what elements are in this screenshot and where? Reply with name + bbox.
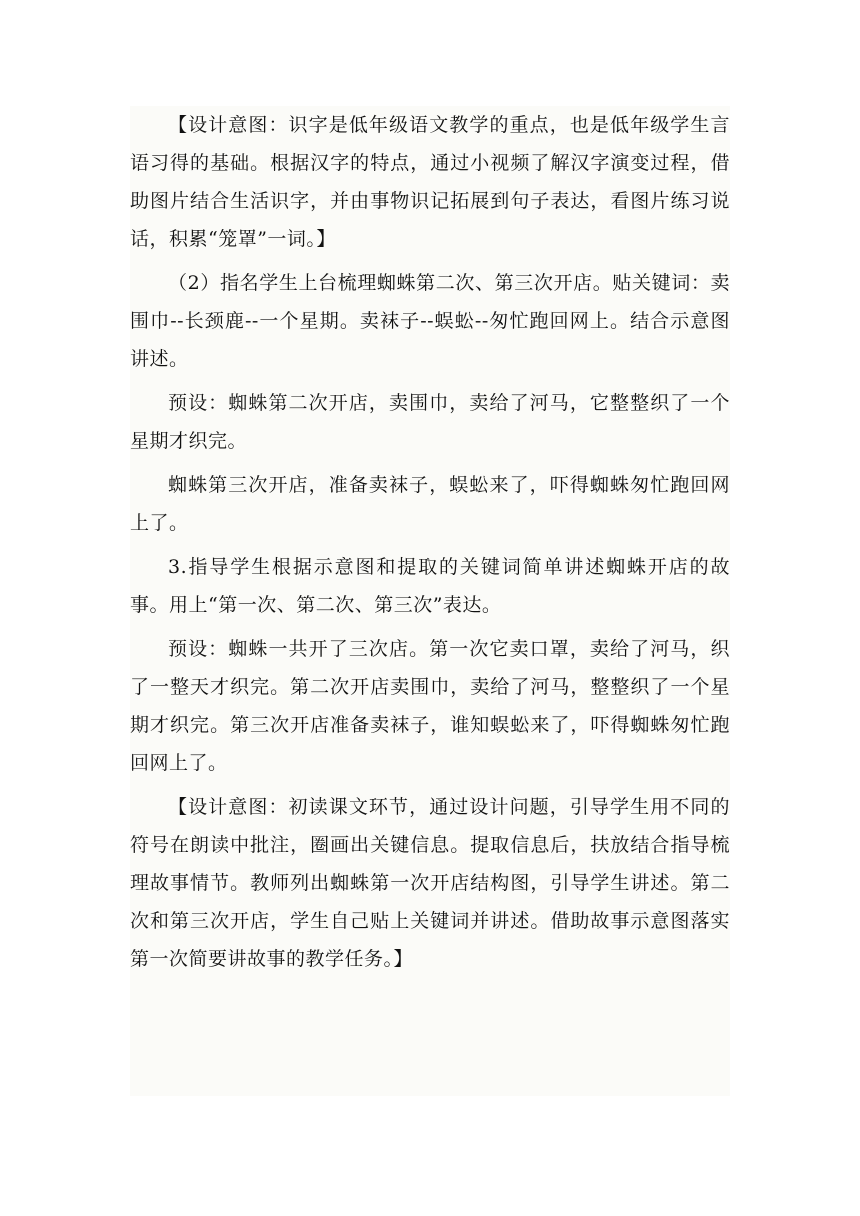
step-2-paragraph: （2）指名学生上台梳理蜘蛛第二次、第三次开店。贴关键词：卖围巾--长颈鹿--一个星期。卖袜子--蜈蚣--匆忙跑回网上。结合示意图讲述。	[130, 272, 730, 370]
third-store-paragraph: 蜘蛛第三次开店，准备卖袜子，蜈蚣来了，吓得蜘蛛匆忙跑回网上了。	[130, 474, 730, 534]
step-3-paragraph: 3.指导学生根据示意图和提取的关键词简单讲述蜘蛛开店的故事。用上“第一次、第二次、第三次”表达。	[130, 556, 730, 616]
preset-paragraph-1: 预设：蜘蛛第二次开店，卖围巾，卖给了河马，它整整织了一个星期才织完。	[130, 392, 730, 452]
preset-paragraph-2: 预设：蜘蛛一共开了三次店。第一次它卖口罩，卖给了河马，织了一整天才织完。第二次开店卖围巾，卖给了河马，整整织了一个星期才织完。第三次开店准备卖袜子，谁知蜈蚣来了，吓得蜘蛛匆忙跑回网上了。	[130, 638, 730, 774]
design-intent-paragraph-2: 【设计意图：初读课文环节，通过设计问题，引导学生用不同的符号在朗读中批注，圈画出关键信息。提取信息后，扶放结合指导梳理故事情节。教师列出蜘蛛第一次开店结构图，引导学生讲述。第二次和第三次开店，学生自己贴上关键词并讲述。借助故事示意图落实第一次简要讲故事的教学任务。】	[130, 796, 730, 970]
design-intent-paragraph-1: 【设计意图：识字是低年级语文教学的重点，也是低年级学生言语习得的基础。根据汉字的特点，通过小视频了解汉字演变过程，借助图片结合生活识字，并由事物识记拓展到句子表达，看图片练习说话，积累“笼罩”一词。】	[130, 114, 730, 250]
document-body	[130, 106, 730, 1096]
